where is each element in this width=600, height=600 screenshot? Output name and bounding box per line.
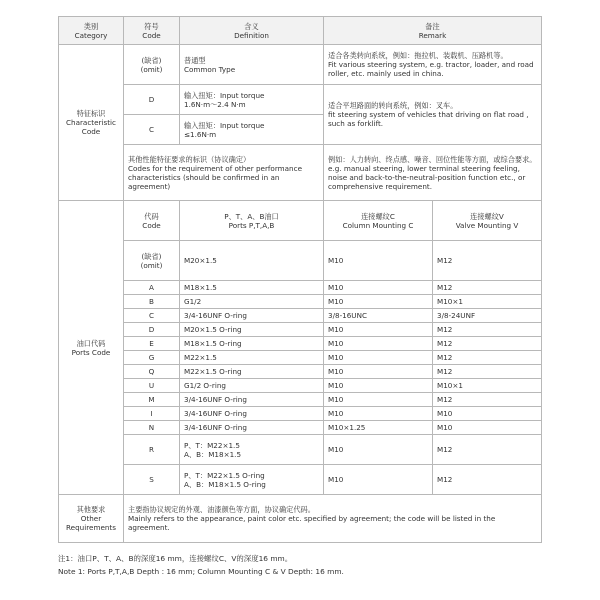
code-cell: I <box>124 407 180 421</box>
code-cell: U <box>124 379 180 393</box>
note-cn: 注1：油口P、T、A、B的深度16 mm，连接螺纹C、V的深度16 mm。 <box>58 554 293 563</box>
code-cell: (缺省) (omit) <box>124 45 180 85</box>
column-mounting-cell: M10 <box>324 407 433 421</box>
definition-cell: 输入扭矩：Input torque ≤1.6N·m <box>180 115 324 145</box>
category-characteristic: 特征标识 Characteristic Code <box>59 45 124 201</box>
code-cell: R <box>124 435 180 465</box>
table-row <box>59 393 542 407</box>
column-mounting-cell: M10 <box>324 241 433 281</box>
other-remark-cell: 例如：人力转向、终点感、噪音、回位性能等方面，或综合要求。 e.g. manual steering, lower terminal steering feeling, noise and back-to-the-neutral-position function etc., or comprehensive requirement. <box>324 145 542 201</box>
code-cell: S <box>124 465 180 495</box>
category-other: 其他要求 Other Requirements <box>59 495 124 543</box>
column-mounting-cell: M10 <box>324 281 433 295</box>
code-cell: E <box>124 337 180 351</box>
code-cell: B <box>124 295 180 309</box>
valve-mounting-cell: M10 <box>433 421 542 435</box>
definition-cell: 普通型 Common Type <box>180 45 324 85</box>
column-mounting-cell: M10×1.25 <box>324 421 433 435</box>
other-definition-cell: 其他性能特征要求的标识（协议确定） Codes for the requirement of other performance characteristics (should be confirmed in an agreement) <box>124 145 324 201</box>
code-cell: C <box>124 309 180 323</box>
table-row <box>59 407 542 421</box>
ports-cell: G1/2 O-ring <box>180 379 324 393</box>
valve-mounting-cell: M12 <box>433 393 542 407</box>
column-mounting-cell: M10 <box>324 435 433 465</box>
subheader-column-mounting: 连接螺纹C Column Mounting C <box>324 201 433 241</box>
column-mounting-cell: M10 <box>324 323 433 337</box>
valve-mounting-cell: M12 <box>433 323 542 337</box>
table-row <box>59 45 542 85</box>
remark-cell: 适合平坦路面的转向系统，例如：叉车。 fit steering system of vehicles that driving on flat road , such as forklift. <box>324 85 542 145</box>
code-cell: G <box>124 351 180 365</box>
ports-cell: 3/4-16UNF O-ring <box>180 421 324 435</box>
table-row <box>59 145 542 201</box>
table-row <box>59 295 542 309</box>
table-row <box>59 309 542 323</box>
valve-mounting-cell: M10×1 <box>433 295 542 309</box>
table-row <box>59 85 542 115</box>
ports-cell: 3/4-16UNF O-ring <box>180 309 324 323</box>
remark-cell: 适合各类转向系统，例如：拖拉机、装载机、压路机等。 Fit various steering system, e.g. tractor, loader, and road roller, etc. mainly used in china. <box>324 45 542 85</box>
table-row <box>59 435 542 465</box>
column-mounting-cell: M10 <box>324 365 433 379</box>
code-cell: N <box>124 421 180 435</box>
column-mounting-cell: M10 <box>324 379 433 393</box>
ports-cell: G1/2 <box>180 295 324 309</box>
code-cell: (缺省) (omit) <box>124 241 180 281</box>
ports-cell: P、T：M22×1.5 O-ring A、B：M18×1.5 O-ring <box>180 465 324 495</box>
table-row <box>59 495 542 543</box>
code-cell: C <box>124 115 180 145</box>
column-mounting-cell: 3/8-16UNC <box>324 309 433 323</box>
ports-cell: M18×1.5 O-ring <box>180 337 324 351</box>
table-row <box>59 365 542 379</box>
column-mounting-cell: M10 <box>324 351 433 365</box>
valve-mounting-cell: M12 <box>433 351 542 365</box>
category-ports: 油口代码 Ports Code <box>59 201 124 495</box>
table-row <box>59 379 542 393</box>
header-code: 符号 Code <box>124 17 180 45</box>
code-cell: D <box>124 85 180 115</box>
header-remark: 备注 Remark <box>324 17 542 45</box>
note-en: Note 1: Ports P,T,A,B Depth : 16 mm; Column Mounting C & V Depth: 16 mm. <box>58 567 344 576</box>
valve-mounting-cell: M12 <box>433 241 542 281</box>
column-mounting-cell: M10 <box>324 337 433 351</box>
valve-mounting-cell: M12 <box>433 465 542 495</box>
ports-cell: P、T：M22×1.5 A、B：M18×1.5 <box>180 435 324 465</box>
code-cell: D <box>124 323 180 337</box>
header-definition: 含义 Definition <box>180 17 324 45</box>
valve-mounting-cell: M10×1 <box>433 379 542 393</box>
header-category: 类别 Category <box>59 17 124 45</box>
ports-cell: 3/4-16UNF O-ring <box>180 407 324 421</box>
valve-mounting-cell: 3/8-24UNF <box>433 309 542 323</box>
ports-subheader-row <box>59 201 542 241</box>
column-mounting-cell: M10 <box>324 393 433 407</box>
notes <box>58 552 548 578</box>
table-row <box>59 323 542 337</box>
subheader-code: 代码 Code <box>124 201 180 241</box>
table-row <box>59 351 542 365</box>
ports-cell: M22×1.5 O-ring <box>180 365 324 379</box>
ports-cell: M22×1.5 <box>180 351 324 365</box>
column-mounting-cell: M10 <box>324 465 433 495</box>
table-header-row <box>59 17 542 45</box>
table-row <box>59 241 542 281</box>
ports-cell: M18×1.5 <box>180 281 324 295</box>
column-mounting-cell: M10 <box>324 295 433 309</box>
table-row <box>59 337 542 351</box>
ports-cell: M20×1.5 O-ring <box>180 323 324 337</box>
valve-mounting-cell: M12 <box>433 337 542 351</box>
valve-mounting-cell: M12 <box>433 365 542 379</box>
definition-cell: 输入扭矩：Input torque 1.6N·m～2.4 N·m <box>180 85 324 115</box>
code-cell: Q <box>124 365 180 379</box>
table-row <box>59 281 542 295</box>
valve-mounting-cell: M10 <box>433 407 542 421</box>
subheader-ports: P、T、A、B油口 Ports P,T,A,B <box>180 201 324 241</box>
other-requirements-cell: 主要指协议规定的外观、油漆颜色等方面，协议确定代码。 Mainly refers to the appearance, paint color etc. specified by agreement; the code will be listed in the agreement. <box>124 495 542 543</box>
code-cell: A <box>124 281 180 295</box>
spec-table <box>58 16 542 543</box>
code-cell: M <box>124 393 180 407</box>
valve-mounting-cell: M12 <box>433 435 542 465</box>
table-row <box>59 465 542 495</box>
table-row <box>59 421 542 435</box>
ports-cell: M20×1.5 <box>180 241 324 281</box>
ports-cell: 3/4-16UNF O-ring <box>180 393 324 407</box>
subheader-valve-mounting: 连接螺纹V Valve Mounting V <box>433 201 542 241</box>
valve-mounting-cell: M12 <box>433 281 542 295</box>
